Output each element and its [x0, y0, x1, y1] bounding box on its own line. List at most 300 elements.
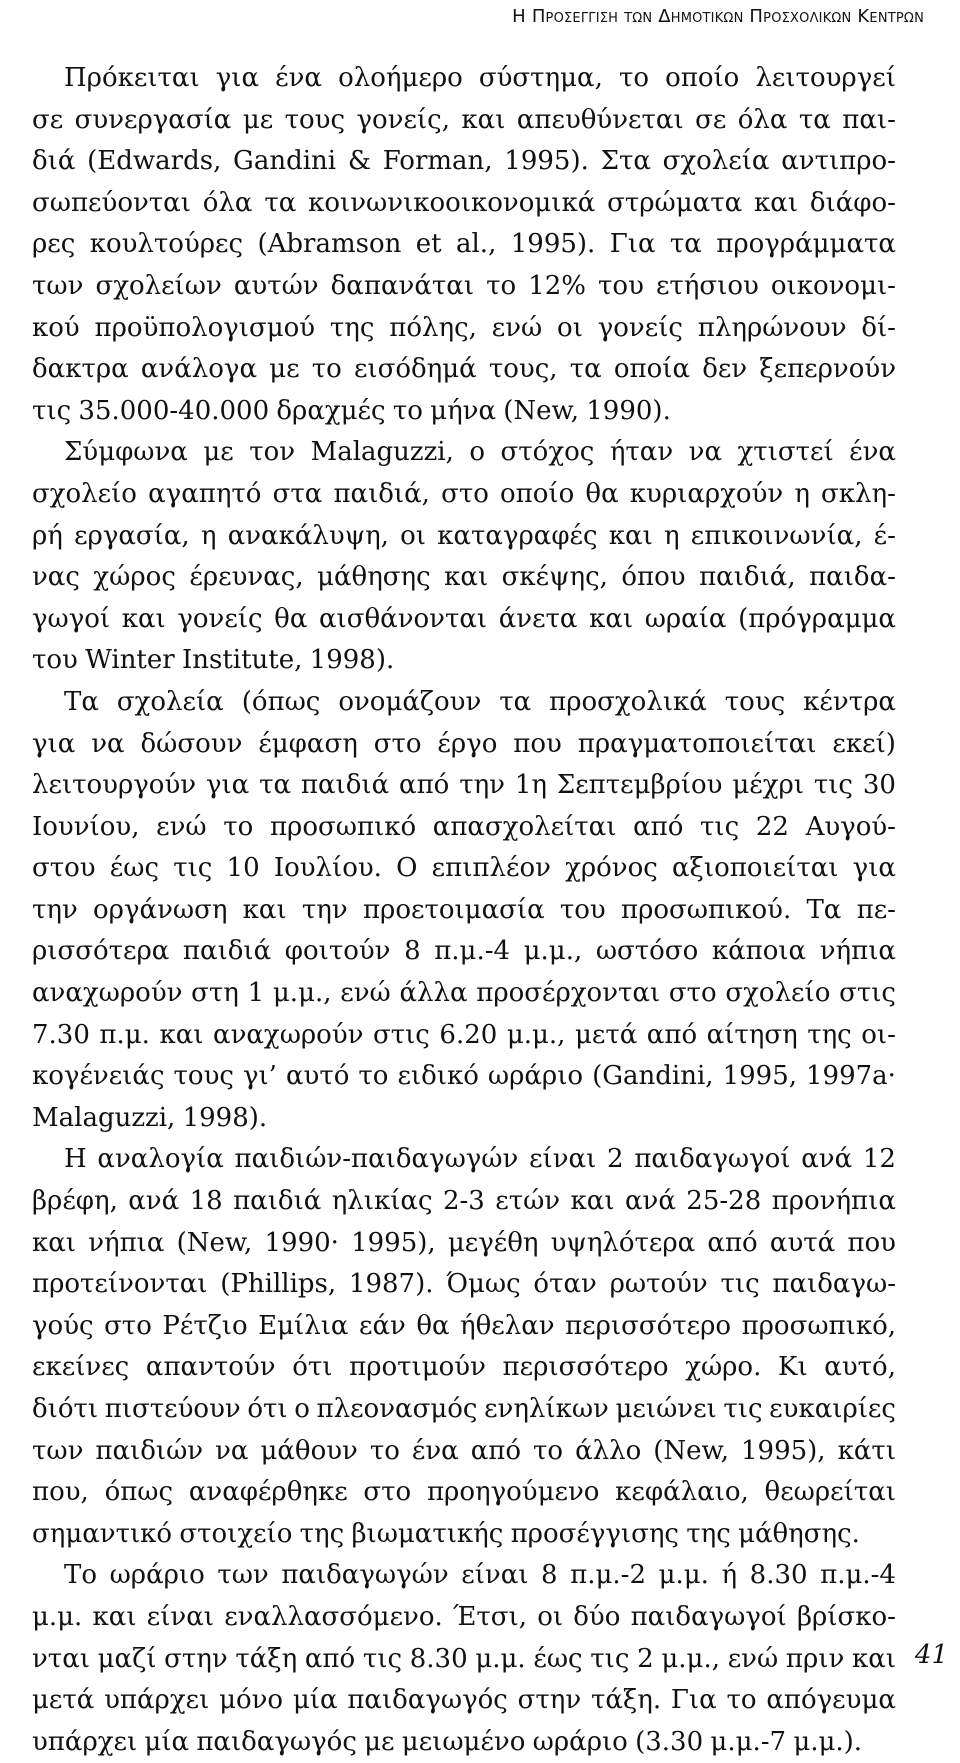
- word: αίτηση: [706, 1019, 798, 1050]
- word: προσέγγισης: [510, 1518, 679, 1549]
- page-number: 41: [914, 1640, 948, 1670]
- word: π.μ.-4: [820, 1560, 896, 1591]
- word: αισθάνονται: [318, 603, 488, 634]
- word: μ.μ.: [32, 1601, 83, 1632]
- text-line: [32, 973, 896, 1015]
- word: εάν: [358, 1310, 406, 1341]
- text-line: [32, 1472, 896, 1514]
- word: μετά: [32, 1685, 95, 1716]
- word: φοιτούν: [284, 936, 391, 967]
- word: χώρος: [93, 562, 176, 593]
- word: πληρώνουν: [697, 312, 847, 343]
- word: και: [32, 1227, 77, 1258]
- word: στις: [372, 1019, 430, 1050]
- text-line: [32, 931, 896, 973]
- text-line: [32, 183, 896, 225]
- text-line: [32, 1555, 896, 1597]
- word: και: [570, 1186, 615, 1217]
- word: μάθουν: [260, 1435, 358, 1466]
- word: τις: [590, 1643, 630, 1674]
- word: αντιπρο-: [781, 146, 896, 177]
- word: εκείνες: [32, 1352, 130, 1383]
- word: δώσουν: [140, 728, 243, 759]
- word: τους: [173, 1061, 234, 1092]
- word: κεφάλαιο,: [615, 1477, 749, 1508]
- word: 35.000-40.000: [78, 395, 270, 426]
- word: όλα: [737, 104, 788, 135]
- word: 1995,: [722, 1061, 797, 1092]
- word: θεωρείται: [764, 1477, 896, 1508]
- text-line: [32, 1015, 896, 1057]
- word: οργάνωση: [93, 894, 228, 925]
- word: και: [754, 187, 799, 218]
- word: μετά: [574, 1019, 638, 1050]
- text-line: [32, 1722, 896, 1763]
- word: παιδαγω-: [772, 1269, 896, 1300]
- text-line: [32, 682, 896, 724]
- word: και: [242, 894, 287, 925]
- word: 30: [862, 770, 896, 801]
- text-line: [32, 349, 896, 391]
- word: Winter: [85, 645, 175, 676]
- word: Gandini: [233, 146, 337, 177]
- word: και: [92, 1601, 137, 1632]
- word: απασχολείται: [432, 811, 617, 842]
- word: στρώματα: [607, 187, 743, 218]
- word: ευκαιρίες: [769, 1394, 896, 1424]
- word: άνετα: [498, 603, 578, 634]
- word: τις: [362, 1643, 403, 1674]
- text-line: [32, 100, 896, 142]
- word: ενώ: [727, 1643, 779, 1674]
- word: παιδαγωγών: [281, 1560, 449, 1591]
- word: ρισσότερα: [32, 936, 170, 967]
- word: στοιχείο: [179, 1518, 293, 1549]
- word: 25-28: [686, 1186, 762, 1217]
- word: ρες: [32, 229, 76, 260]
- word: με: [203, 437, 234, 468]
- word: γωγοί: [32, 603, 111, 634]
- word: σχολείο: [725, 978, 831, 1009]
- word: ένα: [275, 63, 322, 93]
- word: αγαπητό: [148, 478, 262, 509]
- word: al.,: [455, 229, 497, 260]
- word: δραχμές: [276, 395, 386, 426]
- word: ανά: [801, 1144, 853, 1175]
- word: Σεπτεμβρίου: [556, 770, 723, 801]
- word: μάθησης: [317, 562, 431, 593]
- word: αναλογία: [97, 1144, 224, 1175]
- word: 8.30: [749, 1560, 808, 1591]
- text-line: [32, 391, 896, 433]
- word: Η: [64, 1144, 87, 1175]
- word: (New,: [653, 1435, 729, 1466]
- word: Forman,: [382, 146, 493, 177]
- word: 2: [637, 1643, 654, 1674]
- word: προτείνονται: [32, 1269, 208, 1300]
- text-line: [32, 266, 896, 308]
- word: (Phillips,: [220, 1269, 337, 1300]
- word: 1η: [514, 770, 547, 801]
- word: Αυγού-: [805, 811, 896, 842]
- word: προσέρχονται: [476, 978, 661, 1009]
- text-line: [32, 141, 896, 183]
- word: περισσότερο: [565, 1310, 732, 1341]
- word: κοινωνικοοικονομικά: [308, 187, 596, 218]
- word: στα: [272, 478, 323, 509]
- word: των: [217, 1560, 269, 1591]
- text-line: [32, 1514, 896, 1556]
- word: λειτουργούν: [32, 770, 197, 801]
- word: παιδαγωγοί: [634, 1144, 791, 1175]
- word: τις: [813, 770, 853, 801]
- word: για: [215, 63, 260, 93]
- word: στο: [104, 1310, 152, 1341]
- word: η: [200, 520, 217, 551]
- word: από: [707, 1227, 758, 1258]
- word: ή: [721, 1560, 738, 1591]
- word: παιδιά: [300, 770, 390, 801]
- word: όλα: [202, 187, 253, 218]
- word: υψηλότερα: [550, 1227, 696, 1258]
- word: δί-: [861, 312, 896, 343]
- word: έργο: [437, 728, 498, 759]
- text-line: [32, 1389, 896, 1431]
- word: για: [852, 853, 896, 884]
- word: γονείς: [597, 312, 683, 343]
- word: 8: [404, 936, 421, 967]
- word: την: [459, 770, 505, 801]
- word: (Edwards,: [87, 146, 222, 177]
- word: έρευνας,: [189, 562, 304, 593]
- text-line: [32, 308, 896, 350]
- word: σε: [32, 104, 64, 135]
- word: το: [726, 1685, 757, 1716]
- word: Έτσι,: [452, 1601, 527, 1632]
- word: παιδαγωγός: [347, 1685, 508, 1716]
- word: του: [598, 270, 644, 301]
- word: τις: [723, 1394, 763, 1424]
- word: προσωπικό,: [741, 1310, 896, 1341]
- word: τάξη: [235, 1643, 298, 1674]
- word: ότι: [247, 1394, 288, 1424]
- text-line: [32, 848, 896, 890]
- word: τα: [264, 187, 297, 218]
- word: δαπανάται: [330, 270, 475, 301]
- word: ωράριο: [532, 1726, 628, 1757]
- word: Ο: [396, 853, 418, 884]
- word: το: [618, 63, 649, 93]
- word: ωράριο: [109, 1560, 205, 1591]
- word: 10: [226, 853, 260, 884]
- word: όταν: [533, 1269, 597, 1300]
- word: 2: [607, 1144, 624, 1175]
- word: κού: [32, 312, 80, 343]
- word: για: [32, 728, 76, 759]
- word: εναλλασσόμενο.: [224, 1601, 443, 1632]
- word: και: [851, 1643, 896, 1674]
- text-line: [32, 58, 896, 100]
- word: απαντούν: [145, 1352, 276, 1383]
- word: το: [392, 395, 423, 426]
- word: προσχολικά: [549, 686, 707, 717]
- word: καταγραφές: [437, 520, 598, 551]
- word: νας: [32, 562, 80, 593]
- word: ρή: [32, 520, 63, 551]
- text-line: [32, 1347, 896, 1389]
- word: είναι: [461, 1560, 529, 1591]
- word: νήπια: [819, 936, 896, 967]
- word: περισσότερο: [502, 1352, 669, 1383]
- word: στου: [32, 853, 96, 884]
- word: στην: [517, 1685, 582, 1716]
- word: με: [242, 104, 274, 135]
- word: από: [399, 770, 450, 801]
- word: χώρο.: [685, 1352, 762, 1383]
- word: σημαντικό: [32, 1518, 173, 1549]
- word: 1990·: [264, 1227, 339, 1258]
- word: Malaguzzi,: [32, 1102, 176, 1133]
- word: πριν: [785, 1643, 845, 1674]
- word: από: [304, 1643, 356, 1674]
- word: 1995),: [351, 1227, 436, 1258]
- word: 8: [541, 1560, 558, 1591]
- word: άλλο: [575, 1435, 642, 1466]
- word: και: [444, 562, 489, 593]
- word: στις: [839, 978, 896, 1009]
- text-line: [32, 1223, 896, 1265]
- text-line: [32, 1431, 896, 1473]
- word: &: [347, 146, 371, 177]
- text-line: [32, 1639, 896, 1681]
- word: 1995).: [510, 229, 596, 260]
- word: ανά: [624, 1186, 676, 1217]
- word: της: [299, 1518, 345, 1549]
- word: πραγματοποιείται: [577, 728, 817, 759]
- word: σχολεία: [116, 686, 224, 717]
- word: παιδα-: [809, 562, 896, 593]
- word: (Gandini,: [592, 1061, 714, 1092]
- word: υπάρχει: [104, 1685, 210, 1716]
- word: 22: [755, 811, 789, 842]
- word: συνεργασία: [74, 104, 232, 135]
- word: Malaguzzi,: [310, 437, 454, 468]
- word: της: [807, 1019, 852, 1050]
- word: 1997a·: [806, 1061, 896, 1092]
- text-line: [32, 1056, 896, 1098]
- word: από: [633, 811, 684, 842]
- word: οι: [400, 520, 426, 551]
- word: αυτά: [769, 1227, 836, 1258]
- word: δεν: [702, 354, 748, 385]
- word: μαζί: [97, 1643, 157, 1674]
- word: μία: [144, 1726, 190, 1757]
- running-head: Η Προσεγγιση των Δημοτικων Προσχολικων Κεντρων: [512, 6, 924, 27]
- word: σύστημα,: [478, 63, 603, 93]
- text-line: [32, 557, 896, 599]
- word: μόνο: [219, 1685, 284, 1716]
- word: προσωπικού.: [620, 894, 792, 925]
- word: μ.μ.,: [506, 1019, 566, 1050]
- word: Εμίλια: [258, 1310, 349, 1341]
- word: σκέψης,: [501, 562, 608, 593]
- word: Το: [64, 1560, 97, 1591]
- word: ειδικό: [397, 1061, 479, 1092]
- word: θα: [274, 603, 308, 634]
- word: να: [688, 437, 723, 468]
- word: και: [589, 603, 634, 634]
- word: ήταν: [609, 437, 674, 468]
- word: (New,: [503, 395, 579, 426]
- word: Όμως: [446, 1269, 521, 1300]
- word: τους: [284, 104, 346, 135]
- word: από: [646, 1019, 698, 1050]
- word: θα: [416, 1310, 450, 1341]
- word: ετών: [495, 1186, 561, 1217]
- word: τάξη.: [590, 1685, 662, 1716]
- word: (New,: [176, 1227, 253, 1258]
- word: μ.μ.: [475, 1643, 526, 1674]
- word: που: [513, 728, 562, 759]
- word: στην: [164, 1643, 228, 1674]
- word: το: [311, 354, 342, 385]
- word: κάποια: [711, 936, 807, 967]
- word: η: [794, 478, 810, 509]
- text-line: [32, 1139, 896, 1181]
- word: Institute,: [181, 645, 303, 676]
- word: 12%: [528, 270, 586, 301]
- word: τα: [669, 229, 702, 260]
- word: τα: [259, 770, 292, 801]
- word: παιδαγωγός: [196, 1726, 357, 1757]
- word: έως: [109, 853, 160, 884]
- word: μ.μ.,: [523, 936, 583, 967]
- word: υπάρχει: [32, 1726, 138, 1757]
- word: Σύμφωνα: [64, 437, 188, 468]
- text-line: [32, 1264, 896, 1306]
- word: οι-: [861, 1019, 896, 1050]
- word: αυτών: [233, 270, 319, 301]
- word: 1987).: [348, 1269, 434, 1300]
- word: λειτουργεί: [755, 63, 896, 93]
- word: Τα: [64, 686, 99, 717]
- word: πλεονασμός: [316, 1394, 478, 1424]
- word: του: [559, 894, 606, 925]
- word: παι-: [842, 104, 896, 135]
- word: και: [121, 603, 166, 634]
- word: ανακάλυψη,: [227, 520, 389, 551]
- word: προτιμούν: [349, 1352, 486, 1383]
- word: παιδιά,: [699, 562, 796, 593]
- word: να: [215, 1435, 249, 1466]
- word: π.μ.: [99, 1019, 150, 1050]
- word: με: [269, 354, 300, 385]
- word: πιστεύουν: [104, 1394, 241, 1424]
- text-line: [32, 1597, 896, 1639]
- word: 18: [189, 1186, 223, 1217]
- word: όπου: [621, 562, 686, 593]
- word: δύο: [573, 1601, 621, 1632]
- word: μ.μ.,: [272, 978, 332, 1009]
- text-line: [32, 890, 896, 932]
- word: μάθησης.: [738, 1518, 860, 1549]
- word: ένα: [411, 1435, 459, 1466]
- word: προνήπια: [771, 1186, 896, 1217]
- word: κογένειάς: [32, 1061, 165, 1092]
- word: έμφαση: [258, 728, 358, 759]
- word: της: [686, 1518, 731, 1549]
- word: (πρόγραμμα: [738, 603, 896, 634]
- word: 2-3: [442, 1186, 485, 1217]
- word: την: [32, 894, 78, 925]
- word: προετοιμασία: [362, 894, 545, 925]
- word: τις: [700, 811, 740, 842]
- text-line: [32, 1181, 896, 1223]
- word: Τα: [806, 894, 842, 925]
- word: άλλα: [399, 978, 468, 1009]
- word: ήθελαν: [460, 1310, 555, 1341]
- word: παιδιά: [182, 936, 272, 967]
- word: μία: [292, 1685, 338, 1716]
- word: 12: [862, 1144, 896, 1175]
- word: μ.μ.,: [661, 1643, 720, 1674]
- word: ανάλογα: [140, 354, 258, 385]
- word: στο: [668, 978, 717, 1009]
- word: οι: [537, 1601, 564, 1632]
- word: το: [533, 1435, 564, 1466]
- word: 1998).: [182, 1102, 268, 1133]
- word: σχολείων: [95, 270, 222, 301]
- word: τα: [798, 104, 831, 135]
- word: ξεπερνούν: [759, 354, 896, 385]
- word: 1990).: [586, 395, 671, 426]
- word: Για: [609, 229, 656, 260]
- word: πε-: [856, 894, 896, 925]
- word: μέχρι: [732, 770, 804, 801]
- word: και: [159, 1019, 204, 1050]
- text-line: [32, 1306, 896, 1348]
- word: θα: [585, 478, 619, 509]
- word: έ-: [873, 520, 896, 551]
- word: 1: [247, 978, 265, 1009]
- word: μειωμένο: [401, 1726, 526, 1757]
- word: στη: [191, 978, 239, 1009]
- word: έως: [533, 1643, 583, 1674]
- word: προϋπολογισμού: [94, 312, 316, 343]
- word: παιδαγωγοί: [630, 1601, 787, 1632]
- text-line: [32, 432, 896, 474]
- word: των: [32, 270, 84, 301]
- word: το: [223, 811, 254, 842]
- word: (3.30: [635, 1726, 704, 1757]
- word: σε: [695, 104, 727, 135]
- word: γονείς,: [356, 104, 450, 135]
- word: κουλτούρες: [89, 229, 244, 260]
- word: σκλη-: [821, 478, 896, 509]
- word: ένα: [849, 437, 896, 468]
- text-line: [32, 516, 896, 558]
- word: βιωματικής: [351, 1518, 504, 1549]
- word: την: [301, 894, 348, 925]
- word: νται: [32, 1643, 90, 1674]
- word: των: [32, 1435, 84, 1466]
- text-line: [32, 807, 896, 849]
- word: παιδιά: [233, 1186, 322, 1217]
- word: του: [32, 645, 78, 676]
- text-line: [32, 640, 896, 682]
- word: ο: [294, 1394, 310, 1424]
- word: αυτό,: [824, 1352, 896, 1383]
